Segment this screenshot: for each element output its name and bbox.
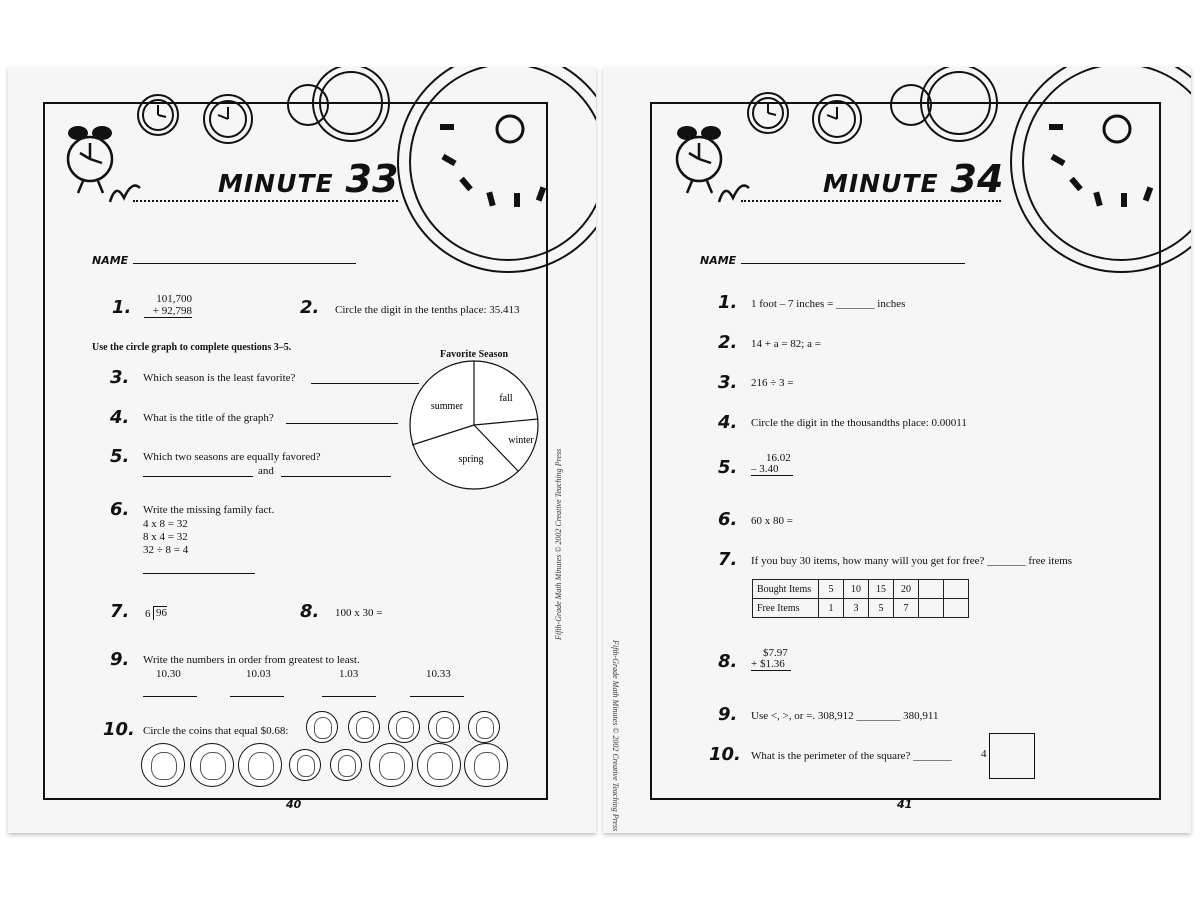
question-3-text: 216 ÷ 3 = [751, 377, 794, 389]
dime-coin-icon[interactable] [306, 711, 338, 743]
penny-coin-icon[interactable] [289, 749, 321, 781]
q9-answer-line-2[interactable] [230, 696, 284, 697]
table-cell[interactable] [919, 580, 944, 599]
nickel-coin-icon[interactable] [464, 743, 508, 787]
table-cell: Free Items [753, 599, 819, 618]
q9-answer-line-1[interactable] [143, 696, 197, 697]
table-cell[interactable] [944, 580, 969, 599]
table-row [753, 580, 969, 599]
question-4-number: 4. [718, 412, 738, 433]
question-4-answer-line[interactable] [286, 423, 398, 424]
q8-top-number: $7.97 [763, 647, 788, 659]
table-cell: 15 [869, 580, 894, 599]
table-row [753, 599, 969, 618]
pie-label-summer: summer [430, 401, 464, 412]
nickel-coin-icon[interactable] [369, 743, 413, 787]
dime-coin-icon[interactable] [330, 749, 362, 781]
q6-fact-3: 32 ÷ 8 = 4 [143, 544, 189, 556]
question-3-number: 3. [110, 367, 130, 388]
q7-divisor: 6 [145, 608, 151, 620]
question-4-number: 4. [110, 407, 130, 428]
graph-instruction: Use the circle graph to complete questions 3–5. [92, 342, 292, 353]
dime-coin-icon[interactable] [428, 711, 460, 743]
question-9-number: 9. [718, 704, 738, 725]
question-3-text: Which season is the least favorite? [143, 372, 296, 384]
page-number: 41 [897, 798, 913, 811]
q5-top-number: 16.02 [766, 452, 791, 464]
question-10-text: Circle the coins that equal $0.68: [143, 725, 289, 737]
question-10-text: What is the perimeter of the square? _______ [751, 750, 952, 762]
dime-coin-icon[interactable] [348, 711, 380, 743]
question-1-number: 1. [718, 292, 738, 313]
table-cell[interactable] [944, 599, 969, 618]
worksheet-page-right [603, 67, 1191, 833]
question-9-number: 9. [110, 649, 130, 670]
worksheet-page-left [8, 67, 596, 833]
name-field[interactable] [741, 263, 965, 264]
title-word: MINUTE [218, 169, 334, 198]
table-cell: 20 [894, 580, 919, 599]
table-cell: 5 [869, 599, 894, 618]
penny-coin-icon[interactable] [141, 743, 185, 787]
question-6-text: 60 x 80 = [751, 515, 793, 527]
question-6-number: 6. [110, 499, 130, 520]
pie-chart-title: Favorite Season [440, 349, 509, 360]
table-cell: 10 [844, 580, 869, 599]
pie-label-fall: fall [499, 393, 513, 404]
question-6-answer-line[interactable] [143, 573, 255, 574]
question-2-text: 14 + a = 82; a = [751, 338, 821, 350]
question-2-number: 2. [300, 297, 320, 318]
title-number: 33 [345, 157, 399, 201]
title-dotted-line [741, 200, 1001, 202]
question-8-text: 100 x 30 = [335, 607, 383, 619]
q9-number-2: 10.03 [246, 668, 271, 680]
q6-fact-1: 4 x 8 = 32 [143, 518, 188, 530]
q9-answer-line-4[interactable] [410, 696, 464, 697]
table-cell: 1 [819, 599, 844, 618]
title-number: 34 [950, 157, 1004, 201]
question-10-number: 10. [103, 719, 135, 740]
q8-bottom-number: + $1.36 [751, 658, 791, 671]
pie-chart [408, 359, 544, 493]
dime-coin-icon[interactable] [468, 711, 500, 743]
question-5-text: Which two seasons are equally favored? [143, 451, 321, 463]
pie-label-winter: winter [508, 435, 534, 446]
question-1-number: 1. [112, 297, 132, 318]
nickel-coin-icon[interactable] [417, 743, 461, 787]
page-title [218, 157, 398, 201]
q1-addend-1: 101,700 [156, 293, 192, 305]
copyright-side-text: Fifth-Grade Math Minutes © 2002 Creative Teaching Press [611, 640, 620, 832]
table-cell: 3 [844, 599, 869, 618]
q7-dividend: 96 [153, 606, 167, 620]
square-side-label: 4 [981, 748, 987, 760]
question-9-text: Write the numbers in order from greatest to least. [143, 654, 360, 666]
name-field[interactable] [133, 263, 356, 264]
question-5-number: 5. [110, 446, 130, 467]
square-shape [989, 733, 1035, 779]
name-label: NAME [700, 254, 737, 267]
question-5-answer-line-1[interactable] [143, 476, 253, 477]
question-3-number: 3. [718, 372, 738, 393]
question-5-and: and [258, 465, 274, 477]
question-4-text: Circle the digit in the thousandths place: 0.00011 [751, 417, 967, 429]
name-label: NAME [92, 254, 129, 267]
question-5-number: 5. [718, 457, 738, 478]
q9-answer-line-3[interactable] [322, 696, 376, 697]
table-cell: 7 [894, 599, 919, 618]
question-7-text: If you buy 30 items, how many will you get for free? _______ free items [751, 555, 1073, 567]
dime-coin-icon[interactable] [388, 711, 420, 743]
question-3-answer-line[interactable] [311, 383, 419, 384]
q5-bottom-number: – 3.40 [751, 463, 793, 476]
question-5-answer-line-2[interactable] [281, 476, 391, 477]
penny-coin-icon[interactable] [190, 743, 234, 787]
title-dotted-line [133, 200, 398, 202]
table-cell: 5 [819, 580, 844, 599]
page-number: 40 [286, 798, 302, 811]
question-9-text: Use <, >, or =. 308,912 ________ 380,911 [751, 710, 939, 722]
question-7-number: 7. [110, 601, 130, 622]
question-8-number: 8. [300, 601, 320, 622]
question-2-text: Circle the digit in the tenths place: 35.413 [335, 304, 520, 316]
title-word: MINUTE [823, 169, 939, 198]
q9-number-3: 1.03 [339, 668, 359, 680]
page-title [823, 157, 1003, 201]
question-8-number: 8. [718, 651, 738, 672]
table-cell[interactable] [919, 599, 944, 618]
q1-addend-2: + 92,798 [144, 305, 192, 318]
question-2-number: 2. [718, 332, 738, 353]
q9-number-4: 10.33 [426, 668, 451, 680]
question-10-number: 10. [709, 744, 741, 765]
pie-label-spring: spring [458, 454, 484, 465]
penny-coin-icon[interactable] [238, 743, 282, 787]
question-7-number: 7. [718, 549, 738, 570]
question-6-number: 6. [718, 509, 738, 530]
q9-number-1: 10.30 [156, 668, 181, 680]
question-4-text: What is the title of the graph? [143, 412, 274, 424]
copyright-side-text: Fifth-Grade Math Minutes © 2002 Creative Teaching Press [554, 448, 563, 640]
table-cell: Bought Items [753, 580, 819, 599]
question-1-text: 1 foot – 7 inches = _______ inches [751, 298, 906, 310]
question-6-text: Write the missing family fact. [143, 504, 275, 516]
q6-fact-2: 8 x 4 = 32 [143, 531, 188, 543]
free-items-table [752, 579, 969, 618]
